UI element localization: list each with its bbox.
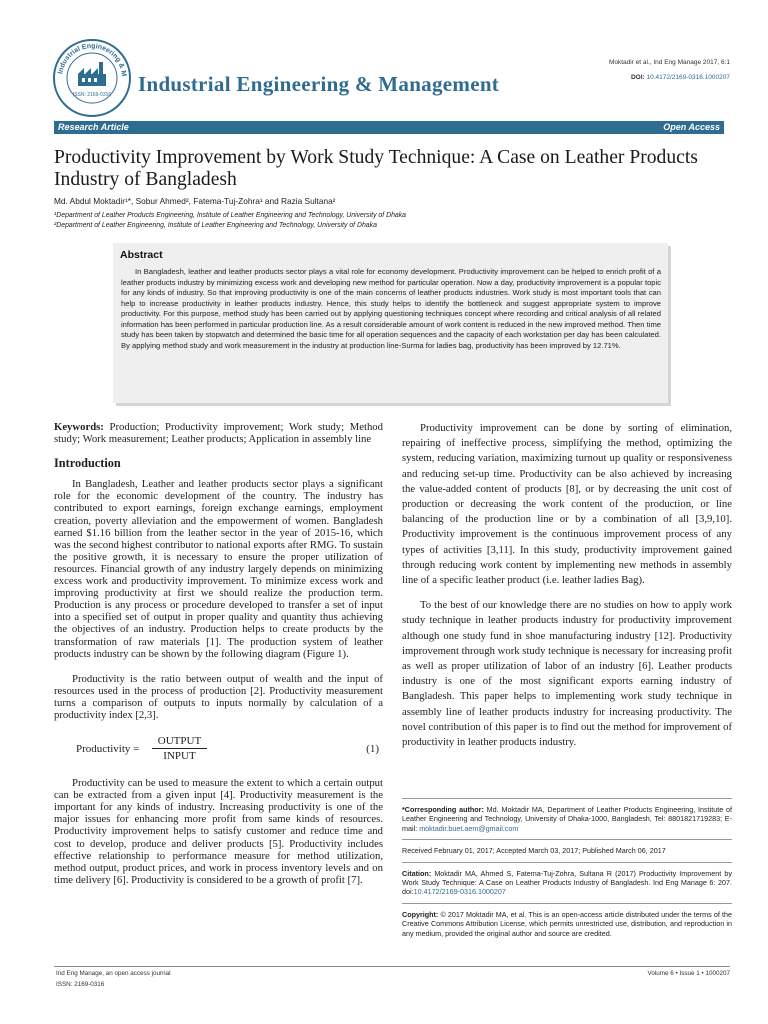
doi-label: DOI: — [630, 74, 645, 81]
equation-numerator: OUTPUT — [152, 735, 207, 749]
footnote-divider — [402, 839, 732, 840]
equation-productivity — [54, 735, 383, 767]
body-paragraph: To the best of our knowledge there are no studies on how to apply work study technique in leather products industry for productivity improvement although one study fund in shoe manufacturing industry [12]. Productivity improvement through work study technique is necessary for increasing profit as well as proper utilization of labor of an industry [6]. Leather products industry is one of the most significant exports earning industry of Bangladesh. This paper helps to implementing work study technique in assembly line of leather products industry for increasing productivity. The novel contribution of this paper is to find out the method for improvement of productivity in leather products industry. — [402, 599, 732, 749]
author-list: Md. Abdul Moktadir¹*, Sobur Ahmed², Fatema-Tuj-Zohra¹ and Razia Sultana² — [54, 196, 336, 206]
affiliation: ¹Department of Leather Products Engineering, Institute of Leather Engineering and Technology, University of Dhaka — [54, 212, 407, 219]
corresponding-text: Md. Moktadir MA, Department of Leather Products Engineering, Institute of Leather Engineering and Technology, University of Dhaka-1000, Bangladesh, Tel: 8801821719283; E-mail: — [402, 805, 732, 833]
abstract-box — [113, 243, 668, 403]
keywords-text: Production; Productivity improvement; Work study; Method study; Work measurement; Leather products; Application in assembly line — [54, 421, 383, 446]
corresponding-label: *Corresponding author: — [402, 805, 484, 814]
journal-title: Industrial Engineering & Management — [138, 72, 500, 96]
body-paragraph: Productivity improvement can be done by sorting of elimination, repairing of ineffective process, simplifying the method, optimizing the system, reducing variation, maximizing turnout up quality or responsiveness and reducing set-up time. Productivity can be also achieved by increasing the value-added content of products [8], or by decreasing the unit cost of production or decreasing the work content of the production, or line balancing of the production line or by a combination of all [3,9,10]. Productivity improvement is the continuous improvement process of any types of activities [3,11]. In this study, productivity improvement gained through reducing work content by implementing new methods in assembly line of a specific leather product (i.e. leather ladies Bag). — [402, 422, 732, 587]
keywords-label: Keywords: — [54, 421, 104, 433]
equation-lhs: Productivity = — [76, 743, 140, 756]
logo-issn: ISSN: 2169-0316 — [72, 92, 112, 98]
body-paragraph: In Bangladesh, Leather and leather products sector plays a significant role for the economic development of the country. The industry has contributed to export earnings, foreign exchange earnings, employment creation, poverty alleviation and the empowerment of women. Bangladesh earned $1.16 billion from the leather sector in the year of 2015-16, which was the second highest contributor to national exports after RMG. To sustain the positive growth, it is necessary to ensure the proper utilization of resources. Financial growth of any industry largely depends on minimizing excess work and productivity improvement. To minimize excess work and improving productivity at first we should realize the production term. Production is any process or procedure developed to transfer a set of input into a specified set of output in proper quality and quantity thus achieving the objectives of an industry. Production helps to create products by the transformation of raw materials [1]. The production system of leather products industry can be shown by the following diagram (Figure 1). — [54, 478, 383, 660]
citation-text: Moktadir MA, Ahmed S, Fatema-Tuj-Zohra, Sultana R (2017) Productivity Improvement by Work Study Technique: A Case on Leather Products Industry of Bangladesh. Ind Eng Manage 6: 207. doi: — [402, 868, 732, 897]
left-column — [54, 421, 383, 886]
copyright-text: © 2017 Moktadir MA, et al. This is an open-access article distributed under the terms of the Creative Commons Attribution License, which permits unrestricted use, distribution, and reproduction in any medium, provided the original author and source are credited. — [402, 909, 732, 938]
citation-label: Citation: — [402, 868, 432, 878]
footer-journal: Ind Eng Manage, an open access journal — [56, 970, 171, 977]
footnote-divider — [402, 862, 732, 863]
footer-volume: Volume 6 • Issue 1 • 1000207 — [647, 970, 730, 977]
open-access-label: Open Access — [663, 122, 720, 132]
journal-citation: Moktadir et al., Ind Eng Manage 2017, 6:1 — [608, 59, 730, 66]
citation-doi-link[interactable]: 10.4172/2169-0316.1000207 — [413, 887, 506, 897]
equation-denominator: INPUT — [163, 750, 196, 763]
corresponding-author — [402, 805, 732, 833]
copyright-label: Copyright: — [402, 909, 439, 919]
footer-issn: ISSN: 2169-0316 — [56, 981, 105, 988]
equation-number: (1) — [366, 743, 379, 756]
article-type-label: Research Article — [58, 122, 129, 132]
journal-logo — [52, 38, 132, 118]
citation-note — [402, 869, 732, 897]
footnote-block — [402, 792, 732, 938]
article-title: Productivity Improvement by Work Study Technique: A Case on Leather Products Industry of Bangladesh — [54, 147, 698, 190]
footer-divider — [54, 966, 730, 967]
email-link[interactable]: moktadir.buet.aem@gmail.com — [419, 823, 519, 833]
keywords — [54, 421, 383, 445]
received-dates: Received February 01, 2017; Accepted March 03, 2017; Published March 06, 2017 — [402, 846, 666, 856]
footnote-divider — [402, 798, 732, 799]
doi-line — [530, 74, 730, 81]
abstract-text: In Bangladesh, leather and leather products sector plays a vital role for economy development. Productivity improvement can be helped to enrich profit of a leather products industry by minimizing excess work and developing new method for particular operation. Now a day, productivity improvement is a popular topic for any kinds of industry. So that improving productivity is one of the main concerns of leather products industries. Work study is most important tools that can help to increase productivity in leather products industry. Hence, this study helps to identify the bottleneck and suggest appropriate system to improve productivity. For this purpose, method study has been carried out by applying questioning techniques concept where recording and critical analysis of all related information has been performed in particular production line. As a result considerable amount of work content is reduced in the new improved method. Then time study has been taken by stopwatch and determined the basic time for all operation sequences and the capacity of each workstation per day has been calculated. By applying method study and work measurement in the industry at production line-Surma for ladies bag, productivity has been improved by 12.71%. — [121, 267, 661, 350]
article-type-banner — [54, 121, 724, 134]
logo-ring-text: Industrial Engineering & M — [57, 42, 128, 77]
body-paragraph: Productivity is the ratio between output of wealth and the input of resources used in the process of production [2]. Productivity measurement turns a comparison of outputs to inputs normally by calculation of a productivity index [2,3]. — [54, 672, 383, 721]
doi-link[interactable]: 10.4172/2169-0316.1000207 — [646, 74, 730, 81]
affiliation: ²Department of Leather Engineering, Institute of Leather Engineering and Technology, University of Dhaka — [54, 222, 377, 229]
right-column — [402, 421, 732, 750]
body-paragraph: Productivity can be used to measure the extent to which a certain output can be extracted from a given input [4]. Productivity measurement is the important for any kinds of industry. Increasing productivity is one of the major issues for enhancing more profit from same kinds of resources. Productivity improvement helps to satisfy customer and reduce time and cost to develop, produce and deliver products [5]. Productivity includes effective relationship to performance measure for method utilization, method output, product prices, and work in process inventory levels and on time delivery [6]. Productivity is considered to be a growth of profit [7]. — [54, 777, 383, 886]
copyright-note — [402, 910, 732, 938]
journal-logo-icon — [52, 38, 132, 118]
section-heading-introduction: Introduction — [54, 456, 121, 471]
equation-fraction — [152, 735, 207, 762]
abstract-heading: Abstract — [120, 249, 163, 261]
footnote-divider — [402, 903, 732, 904]
